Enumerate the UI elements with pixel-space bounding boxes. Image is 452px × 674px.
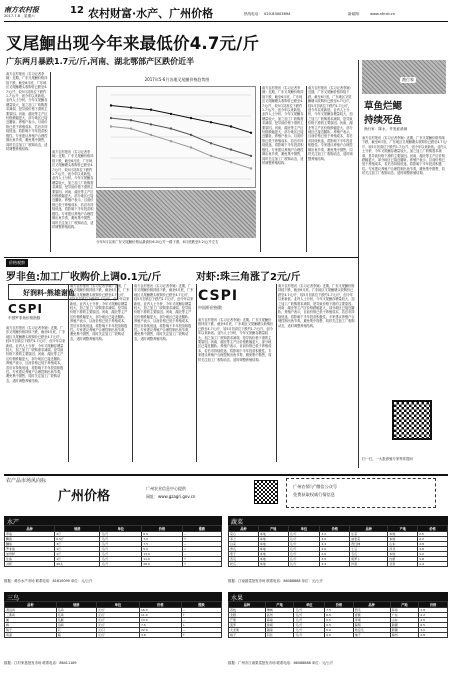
table-cell: 7.5 [142, 542, 183, 547]
chart-caption: 2017年5-6月各地叉尾鮰价格趋势图 [144, 77, 210, 82]
table-cell: 龙眼 [229, 613, 266, 618]
chart-point [210, 121, 212, 123]
table-cell: 毛鸡 [56, 613, 96, 618]
lead-body-col1: 南方农村报讯（实习记者李婉）近期，广东叉尾鮰价格持续下跌，截至6月底，广东地区叉尾鮰塘头收购价已跌至4.7元/斤，较5月初高位下跌约1.7元/斤，创今年以来新低。业内人士分析，今年叉尾鮰存塘量较大，加之加工厂收购需求减弱，是导致价格下滑的主要原因。河南、湖北等主产区价格跌幅更大，部分地区已接近腰斩。养殖户表示，目前价格已低于养殖成本，若后市持续低迷，将影响下半年投苗积极性。专家建议养殖户合理控制出鱼节奏，避免集中抛售，同时关注加工厂收购动态，适时调整养殖结构。 [6, 72, 48, 151]
table-cell: 3.0 [320, 537, 350, 542]
poultry-title: 三鸟 [4, 592, 222, 603]
table-cell: 海南 [390, 608, 419, 613]
lead-headline: 叉尾鮰出现今年来最低价4.7元/斤 [6, 34, 260, 53]
lead-body-col4: 南方农村报讯（实习记者李婉）近期，广东叉尾鮰价格持续下跌，截至6月底，广东地区叉尾鮰塘头收购价已跌至4.7元/斤，较5月初高位下跌约1.7元/斤，创今年以来新低。业内人士分析，今年叉尾鮰存塘量较大，加之加工厂收购需求减弱，是导致价格下滑的主要原因。河南、湖北等主产区价格跌幅更大，部分地区已接近腰斩。养殖户表示，目前价格已低于养殖成本，若后市持续低迷，将影响下半年投苗积极性。专家建议养殖户合理控制出鱼节奏，避免集中抛售，同时关注加工厂收购动态，适时调整养殖结构。 [308, 86, 353, 161]
table-cell: 28.0 [142, 562, 183, 567]
table-header-cell: 价格 [140, 602, 182, 608]
market-banner-label: 农产品市场风向标 [6, 478, 47, 484]
table-cell: 元/斤 [294, 608, 325, 613]
chart-point [130, 127, 132, 129]
table-cell: 柚子 [353, 633, 390, 638]
sidebar-title-1: 草鱼烂鳃 [364, 101, 403, 112]
table-cell: 土豆 [350, 547, 388, 552]
issue-date: 2017.7.8 [4, 14, 21, 18]
table-cell: 本地 [258, 542, 288, 547]
sidebar-byline: 渔行家：陈水，并发症消减 [364, 127, 408, 131]
promo-line-1: 广州农情与“微信公众号 [293, 484, 338, 489]
hotline-number: 020-83003694 [264, 12, 291, 16]
table-header-cell: 价格 [320, 526, 350, 532]
table-cell: 丝瓜 [229, 562, 259, 567]
table-cell: 3.0 [419, 628, 448, 633]
table-cell: 毛鸡 [56, 608, 96, 613]
cspi-logo-2 [198, 288, 278, 314]
table-cell: — [182, 532, 221, 537]
table-cell: 元/斤 [100, 547, 142, 552]
table-cell: 本地 [258, 552, 288, 557]
table-cell: 高州 [265, 613, 294, 618]
table-cell: 鹅 [5, 618, 57, 623]
table-cell: 徐闻 [265, 623, 294, 628]
table-cell: 3.2 [320, 532, 350, 537]
table-cell: 洋葱 [350, 562, 388, 567]
table-cell: ↓ [182, 547, 221, 552]
table-cell: 苹果 [353, 618, 390, 623]
table-cell: 芥兰 [229, 537, 259, 542]
chart-point [110, 104, 112, 106]
table-cell: 本地 [258, 557, 288, 562]
chart-point [130, 119, 132, 121]
page-number: 12 [70, 5, 84, 16]
table-cell: 1.8 [419, 608, 448, 613]
table-row [229, 562, 448, 567]
table-cell: 荔枝 [229, 608, 266, 613]
price-trend-chart [96, 77, 256, 188]
table-cell: 2.4 [320, 542, 350, 547]
table-cell: 16.0 [140, 608, 182, 613]
table-cell: 1.4 [418, 562, 448, 567]
table-cell: 本地 [258, 562, 288, 567]
table-cell: 内蒙 [388, 557, 418, 562]
table-cell: 元/斤 [100, 557, 142, 562]
photo-caption: 今年5月以来广东叉尾鮰价格从最高价6.0元/斤一路下滑，6月底跌至5.2元/斤左右 [96, 240, 219, 244]
table-cell: 桃子 [229, 633, 266, 638]
table-cell: 元/斤 [294, 623, 325, 628]
table-cell: 茄子 [229, 552, 259, 557]
table-cell: 香蕉 [353, 613, 390, 618]
table-cell: 11.0 [142, 557, 183, 562]
table-cell: 清远鸡 [5, 608, 57, 613]
table-cell: 苦瓜 [229, 557, 259, 562]
table-header-cell: 品种 [229, 602, 266, 608]
table-header-cell: 涨跌 [182, 526, 221, 532]
table-cell: 2.5 [325, 623, 354, 628]
table-header-cell: 产地 [388, 526, 418, 532]
qr-caption: 扫一扫，一大批养殖专家等你提问 [362, 457, 413, 461]
table-cell: — [182, 552, 221, 557]
table-header-cell: 涨跌 [181, 602, 221, 608]
section-title: 农村财富·水产、广州价格 [88, 7, 214, 20]
table-header-cell: 品种 [5, 526, 55, 532]
table-header-cell: 单位 [294, 602, 325, 608]
masthead [4, 4, 448, 22]
table-cell: 葡萄 [353, 623, 390, 628]
poultry-table-block [4, 592, 222, 668]
table-cell: 鸭 [5, 623, 57, 628]
logo2-text: CSPI [198, 288, 239, 304]
qr-code[interactable] [392, 400, 432, 440]
logo1-text: CSPI [8, 302, 43, 316]
table-cell: 元/斤 [96, 618, 139, 623]
table-cell: 元/斤 [96, 608, 139, 613]
logo2-sub: 中国虾价指数 [198, 305, 222, 310]
table-header-cell: 产地 [265, 602, 294, 608]
market-promo-box [286, 478, 436, 508]
table-header-cell: 产地 [258, 526, 288, 532]
table-cell: 菜心 [229, 532, 259, 537]
table-cell: 山东 [390, 618, 419, 623]
poultry-price-table [4, 601, 222, 638]
table-cell: 1.2 [418, 552, 448, 557]
table-cell: ↑ [182, 557, 221, 562]
table-cell: 河北 [388, 547, 418, 552]
market-publisher: 广州农业信息中心提供 [146, 486, 186, 491]
table-cell: 1斤 [55, 552, 100, 557]
table-cell: 越南 [265, 628, 294, 633]
table-cell: 0.5斤 [55, 537, 100, 542]
table-cell: 元/斤 [288, 562, 320, 567]
table-cell: 2.8 [419, 633, 448, 638]
table-cell: 元/只 [96, 628, 139, 633]
website-url: www.nfncb.cn [370, 12, 396, 16]
table-cell: 2.2 [419, 613, 448, 618]
table-cell: 毛鸭 [56, 623, 96, 628]
chart-point [210, 142, 212, 144]
chart-point [190, 146, 192, 148]
table-cell: ↑ [182, 537, 221, 542]
table-cell: 广东 [390, 613, 419, 618]
chart-point [210, 155, 212, 157]
table-cell: 2.5 [418, 532, 448, 537]
story1-body-col3: 南方农村报讯（实习记者李婉）近期，广东叉尾鮰价格持续下跌，截至6月底，广东地区叉尾鮰塘头收购价已跌至4.7元/斤，较5月初高位下跌约1.7元/斤，创今年以来新低。业内人士分析，今年叉尾鮰存塘量较大，加之加工厂收购需求减弱，是导致价格下滑的主要原因。河南、湖北等主产区价格跌幅更大，部分地区已接近腰斩。养殖户表示，目前价格已低于养殖成本，若后市持续低迷，将影响下半年投苗积极性。专家建议养殖户合理控制出鱼节奏，避免集中抛售，同时关注加工厂收购动态，适时调整养殖结构。 [134, 284, 194, 341]
market-banner-title: 广州价格 [58, 489, 111, 504]
table-cell: 5.0 [142, 547, 183, 552]
table-cell: 梅州 [390, 633, 419, 638]
table-cell: 对虾 [5, 562, 55, 567]
chart-point [150, 134, 152, 136]
table-cell: 青瓜 [229, 547, 259, 552]
table-cell: 1.6 [418, 547, 448, 552]
table-header-cell: 价格 [418, 526, 448, 532]
table-cell: 3.6 [140, 633, 182, 638]
table-cell: — [182, 542, 221, 547]
table-header-cell: 品种 [5, 602, 57, 608]
table-cell: 2.8 [418, 542, 448, 547]
story1-body-col1: 南方农村报讯（实习记者李婉）近期，广东叉尾鮰价格持续下跌，截至6月底，广东地区叉尾鮰塘头收购价已跌至4.7元/斤，较5月初高位下跌约1.7元/斤，创今年以来新低。业内人士分析，今年叉尾鮰存塘量较大，加之加工厂收购需求减弱，是导致价格下滑的主要原因。河南、湖北等主产区价格跌幅更大，部分地区已接近腰斩。养殖户表示，目前价格已低于养殖成本，若后市持续低迷，将影响下半年投苗积极性。专家建议养殖户合理控制出鱼节奏，避免集中抛售，同时关注加工厂收购动态，适时调整养殖结构。 [6, 326, 66, 383]
table-header-cell: 价格 [419, 602, 448, 608]
chart-point [230, 161, 232, 163]
table-header-cell: 品种 [353, 602, 390, 608]
table-cell: 2.2 [418, 537, 448, 542]
table-cell: 元/斤 [96, 613, 139, 618]
story1-title: 罗非鱼:加工厂收购价上调0.1元/斤 [6, 272, 162, 283]
table-cell: 13.0 [140, 618, 182, 623]
aquatic-footer: 数据：黄沙水产市场 联系电话：81810099 单位：元/公斤 [4, 579, 93, 583]
vegetable-footer: 数据：江南蔬菜批发市场 联系电话：86088888 单位：元/公斤 [228, 579, 324, 583]
table-cell: 7.0 [142, 537, 183, 542]
table-cell: 元/斤 [100, 542, 142, 547]
chart-point [250, 132, 252, 134]
table-cell: — [181, 608, 221, 613]
table-cell: 哈密瓜 [353, 628, 390, 633]
table-cell: 鸽子 [5, 628, 57, 633]
table-cell: 元/斤 [100, 537, 142, 542]
market-website: 网址：www.gzagri.gov.cn [146, 494, 196, 499]
table-cell: 新疆 [390, 628, 419, 633]
table-cell: 元/斤 [288, 542, 320, 547]
table-header-cell: 规格 [56, 602, 96, 608]
table-cell: 7.5 [325, 608, 354, 613]
table-cell: 4.5 [419, 618, 448, 623]
table-cell: 元/斤 [100, 532, 142, 537]
table-cell: 6.0 [325, 613, 354, 618]
website-label: 新闻网： [348, 12, 363, 16]
chart-point [130, 106, 132, 108]
aquatic-price-table [4, 525, 222, 567]
brand-text: 好润料-熊雄谢鱼 [23, 289, 75, 297]
chart-point [170, 113, 172, 115]
table-cell: 1.8 [418, 557, 448, 562]
table-cell: 芒果 [229, 618, 266, 623]
fish-photo [96, 190, 256, 238]
table-cell: 山东 [388, 542, 418, 547]
table-cell: 增城 [265, 608, 294, 613]
chart-point [250, 167, 252, 169]
story2-title: 对虾:珠三角涨了2元/斤 [196, 272, 301, 283]
table-cell: 元/斤 [294, 618, 325, 623]
table-cell: 6.5 [419, 623, 448, 628]
table-header-cell: 规格 [55, 526, 100, 532]
chart-point [190, 134, 192, 136]
poultry-footer: 数据：江村家禽批发市场 联系电话：86411189 [4, 661, 77, 665]
table-cell: 新疆 [390, 623, 419, 628]
table-cell: 火龙果 [229, 628, 266, 633]
story2-body-col2: 南方农村报讯（实习记者李婉）近期，广东叉尾鮰价格持续下跌，截至6月底，广东地区叉尾鮰塘头收购价已跌至4.7元/斤，较5月初高位下跌约1.7元/斤，创今年以来新低。业内人士分析，今年叉尾鮰存塘量较大，加之加工厂收购需求减弱，是导致价格下滑的主要原因。河南、湖北等主产区价格跌幅更大，部分地区已接近腰斩。养殖户表示，目前价格已低于养殖成本，若后市持续低迷，将影响下半年投苗积极性。专家建议养殖户合理控制出鱼节奏，避免集中抛售，同时关注加工厂收购动态，适时调整养殖结构。 [278, 284, 355, 328]
table-cell: 箱 [56, 633, 96, 638]
table-cell: 2.6 [320, 552, 350, 557]
promo-line-2: 免费获取权威行情信息 [293, 492, 335, 497]
table-cell: 2斤 [55, 532, 100, 537]
table-cell: 5.0 [325, 628, 354, 633]
sidebar-body: 南方农村报讯（实习记者李婉）近期，广东叉尾鮰价格持续下跌，截至6月底，广东地区叉尾鮰塘头收购价已跌至4.7元/斤，较5月初高位下跌约1.7元/斤，创今年以来新低。业内人士分析，今年叉尾鮰存塘量较大，加之加工厂收购需求减弱，是导致价格下滑的主要原因。河南、湖北等主产区价格跌幅更大，部分地区已接近腰斩。养殖户表示，目前价格已低于养殖成本，若后市持续低迷，将影响下半年投苗积极性。专家建议养殖户合理控制出鱼节奏，避免集中抛售，同时关注加工厂收购动态，适时调整养殖结构。 [362, 136, 447, 176]
chart-point [110, 125, 112, 127]
table-cell: 冬瓜 [350, 552, 388, 557]
table-header-cell: 产地 [390, 602, 419, 608]
price-watch-tag: 价格观察 [6, 259, 28, 267]
table-cell: 加州鲈 [5, 552, 55, 557]
table-cell: 11.0 [140, 613, 182, 618]
issue-weekday: 星期六 [24, 14, 35, 18]
table-cell: 元/斤 [96, 633, 139, 638]
table-cell: 草鱼 [5, 532, 55, 537]
lead-body-col3: 南方农村报讯（实习记者李婉）近期，广东叉尾鮰价格持续下跌，截至6月底，广东地区叉尾鮰塘头收购价已跌至4.7元/斤，较5月初高位下跌约1.7元/斤，创今年以来新低。业内人士分析，今年叉尾鮰存塘量较大，加之加工厂收购需求减弱，是导致价格下滑的主要原因。河南、湖北等主产区价格跌幅更大，部分地区已接近腰斩。养殖户表示，目前价格已低于养殖成本，若后市持续低迷，将影响下半年投苗积极性。专家建议养殖户合理控制出鱼节奏，避免集中抛售，同时关注加工厂收购动态，适时调整养殖结构。 [262, 86, 304, 165]
table-cell: 海南 [265, 618, 294, 623]
story1-body-col2: 南方农村报讯（实习记者李婉）近期，广东叉尾鮰价格持续下跌，截至6月底，广东地区叉尾鮰塘头收购价已跌至4.7元/斤，较5月初高位下跌约1.7元/斤，创今年以来新低。业内人士分析，今年叉尾鮰存塘量较大，加之加工厂收购需求减弱，是导致价格下滑的主要原因。河南、湖北等主产区价格跌幅更大，部分地区已接近腰斩。养殖户表示，目前价格已低于养殖成本，若后市持续低迷，将影响下半年投苗积极性。专家建议养殖户合理控制出鱼节奏，避免集中抛售，同时关注加工厂收购动态，适时调整养殖结构。 [70, 284, 130, 341]
table-cell: 1斤 [55, 547, 100, 552]
table-cell: 油麦菜 [350, 537, 388, 542]
table-cell: 西瓜 [353, 608, 390, 613]
table-cell: 鸡蛋 [5, 633, 57, 638]
table-cell: ↑ [182, 562, 221, 567]
table-header-cell: 单位 [100, 526, 142, 532]
table-cell: 罗非鱼 [5, 547, 55, 552]
table-cell: 元/斤 [288, 532, 320, 537]
table-cell: 白菜 [229, 542, 259, 547]
table-cell: 2.0 [320, 547, 350, 552]
table-cell: 菠萝 [229, 623, 266, 628]
aquatic-table-block [4, 516, 222, 586]
table-cell: 只 [56, 628, 96, 633]
table-row [229, 633, 448, 638]
table-cell: 6.5 [142, 532, 183, 537]
table-cell: 3.5 [320, 557, 350, 562]
chart-point [230, 148, 232, 150]
table-cell: 40头 [55, 562, 100, 567]
table-cell: 生鱼 [5, 557, 55, 562]
table-cell: 22.0 [140, 628, 182, 633]
chart-point [110, 117, 112, 119]
table-cell: 1斤 [55, 557, 100, 562]
table-header-cell: 价格 [325, 602, 354, 608]
table-cell: 本地 [388, 537, 418, 542]
chart-point [230, 125, 232, 127]
table-cell: ↓ [181, 623, 221, 628]
fruit-table-block [228, 592, 448, 668]
sidebar-title-2: 持续死鱼 [364, 115, 403, 126]
table-cell: 鳙鱼 [5, 542, 55, 547]
lead-subheadline: 广东两月暴跌1.7元/斤,河南、湖北鄂部产区跌价近半 [6, 57, 195, 66]
table-cell: 7.5 [140, 623, 182, 628]
table-header-cell: 价格 [142, 526, 183, 532]
chart-plot [97, 87, 257, 189]
aquatic-title: 水产 [4, 516, 222, 527]
table-cell: 3斤 [55, 542, 100, 547]
table-cell: 本地 [258, 547, 288, 552]
story2-body-col1: 南方农村报讯（实习记者李婉）近期，广东叉尾鮰价格持续下跌，截至6月底，广东地区叉尾鮰塘头收购价已跌至4.7元/斤，较5月初高位下跌约1.7元/斤，创今年以来新低。业内人士分析，今年叉尾鮰存塘量较大，加之加工厂收购需求减弱，是导致价格下滑的主要原因。河南、湖北等主产区价格跌幅更大，部分地区已接近腰斩。养殖户表示，目前价格已低于养殖成本，若后市持续低迷，将影响下半年投苗积极性。专家建议养殖户合理控制出鱼节奏，避免集中抛售，同时关注加工厂收购动态，适时调整养殖结构。 [198, 318, 274, 362]
table-cell: 元/斤 [100, 552, 142, 557]
table-cell: 毛鹅 [56, 618, 96, 623]
table-cell: 元/斤 [294, 628, 325, 633]
hotline-label: 热线电话： [244, 12, 262, 16]
fruit-footer: 数据：广州市江南果菜批发市场 联系电话：86088888 单位：元/公斤 [228, 661, 334, 665]
vegetable-table-block [228, 516, 448, 586]
table-cell: 鲫鱼 [5, 537, 55, 542]
table-cell: 元/斤 [288, 547, 320, 552]
paper-name: 南方农村报 [4, 5, 39, 14]
table-cell: 三黄鸡 [5, 613, 57, 618]
chart-point [170, 140, 172, 142]
table-cell: 西红柿 [350, 542, 388, 547]
vegetable-price-table [228, 525, 448, 567]
chart-point [170, 127, 172, 129]
table-cell: 本地 [388, 552, 418, 557]
table-cell: 元/斤 [288, 537, 320, 542]
table-header-cell: 品种 [350, 526, 388, 532]
table-cell: ↑ [181, 613, 221, 618]
table-cell: 元/斤 [294, 613, 325, 618]
fruit-title: 水果 [228, 592, 448, 603]
vegetable-title: 蔬菜 [228, 516, 448, 527]
table-cell: 3.4 [320, 562, 350, 567]
table-cell: — [181, 618, 221, 623]
table-header-cell: 单位 [96, 602, 139, 608]
table-cell: 5.5 [325, 618, 354, 623]
table-cell: 元/斤 [100, 562, 142, 567]
market-qr-code[interactable] [254, 480, 278, 504]
table-cell: 元/斤 [294, 633, 325, 638]
table-cell: 甘肃 [388, 562, 418, 567]
table-cell: 4.0 [325, 633, 354, 638]
table-row [5, 562, 222, 567]
chart-point [150, 123, 152, 125]
chart-point [190, 117, 192, 119]
table-row [5, 633, 222, 638]
table-cell: 本地 [258, 532, 288, 537]
fruit-price-table [228, 601, 448, 638]
sidebar-tag: 渔行家 [402, 77, 414, 82]
chart-point [250, 155, 252, 157]
table-cell: — [181, 628, 221, 633]
table-cell: 元/斤 [288, 552, 320, 557]
table-cell: 13.0 [142, 552, 183, 557]
table-header-cell: 品种 [229, 526, 259, 532]
table-cell: 生菜 [350, 532, 388, 537]
table-cell: 本地 [388, 532, 418, 537]
lead-body-col2: 南方农村报讯（实习记者李婉）近期，广东叉尾鮰价格持续下跌，截至6月底，广东地区叉尾鮰塘头收购价已跌至4.7元/斤，较5月初高位下跌约1.7元/斤，创今年以来新低。业内人士分析，今年叉尾鮰存塘量较大，加之加工厂收购需求减弱，是导致价格下滑的主要原因。河南、湖北等主产区价格跌幅更大，部分地区已接近腰斩。养殖户表示，目前价格已低于养殖成本，若后市持续低迷，将影响下半年投苗积极性。专家建议养殖户合理控制出鱼节奏，避免集中抛售，同时关注加工厂收购动态，适时调整养殖结构。 [52, 150, 94, 229]
table-header-cell: 单位 [288, 526, 320, 532]
chart-point [150, 109, 152, 111]
table-cell: ↑ [181, 633, 221, 638]
table-cell: 元/斤 [288, 557, 320, 562]
table-cell: 河北 [265, 633, 294, 638]
logo1-sub: 中国罗非鱼价格指数 [8, 316, 41, 320]
table-cell: 本地 [258, 537, 288, 542]
table-cell: 元/斤 [96, 623, 139, 628]
table-cell: 胡萝卜 [350, 557, 388, 562]
